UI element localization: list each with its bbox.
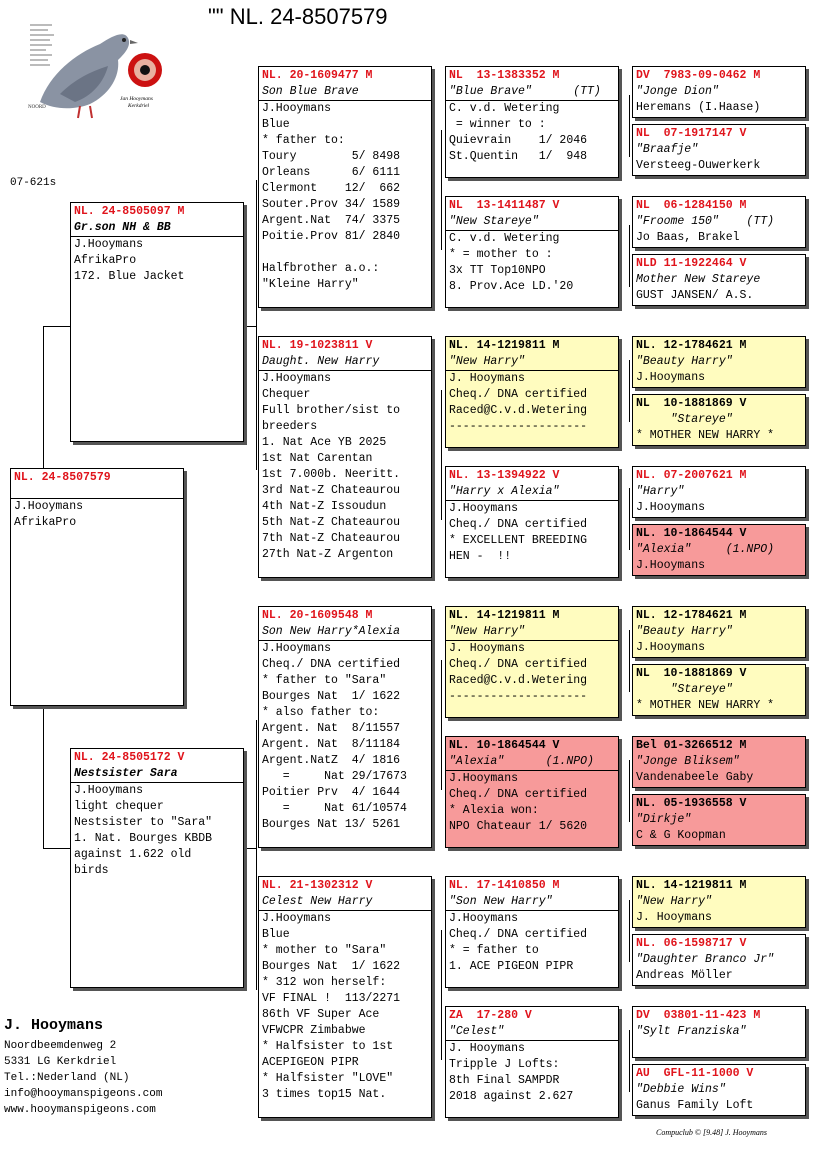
info-line: Quievrain 1/ 2046 bbox=[449, 134, 588, 147]
gen3-card[interactable] bbox=[445, 1006, 619, 1118]
owner-line: C & G Koopman bbox=[636, 829, 726, 842]
info-line: breeders bbox=[262, 420, 318, 433]
connector bbox=[629, 225, 630, 287]
connector bbox=[629, 360, 630, 422]
info-line: 86th VF Super Ace bbox=[262, 1008, 380, 1021]
info-line: Toury 5/ 8498 bbox=[262, 150, 401, 163]
gen3-card[interactable] bbox=[445, 66, 619, 178]
ring-number: NL. 20-1609477 M bbox=[262, 69, 373, 82]
connector bbox=[43, 706, 44, 848]
footer-credit: Compuclub © [9.48] J. Hooymans bbox=[656, 1128, 767, 1137]
ring-number: NL. 10-1864544 V bbox=[449, 739, 560, 752]
pigeon-logo-icon bbox=[20, 14, 170, 124]
info-line: Blue bbox=[262, 928, 290, 941]
info-line: J.Hooymans bbox=[449, 912, 519, 925]
info-line: 2018 against 2.627 bbox=[449, 1090, 574, 1103]
info-line: C. v.d. Wetering bbox=[449, 232, 560, 245]
gen4-card[interactable] bbox=[632, 66, 806, 118]
gen4-card[interactable] bbox=[632, 394, 806, 446]
pigeon-name: Son New Harry*Alexia bbox=[259, 624, 431, 641]
info-line: * Alexia won: bbox=[449, 804, 539, 817]
owner-line: Versteeg-Ouwerkerk bbox=[636, 159, 761, 172]
info-line: 5th Nat-Z Chateaurou bbox=[262, 516, 401, 529]
gen3-card[interactable] bbox=[445, 196, 619, 308]
pigeon-name: "Dirkje" bbox=[636, 813, 692, 826]
gen4-card[interactable] bbox=[632, 736, 806, 788]
ring-number: NL. 14-1219811 M bbox=[449, 339, 560, 352]
owner-line: Ganus Family Loft bbox=[636, 1099, 754, 1112]
gen4-card[interactable] bbox=[632, 606, 806, 658]
gen3-card[interactable] bbox=[445, 876, 619, 988]
owner-line: * MOTHER NEW HARRY * bbox=[636, 429, 775, 442]
info-line: J.Hooymans bbox=[449, 772, 519, 785]
connector bbox=[256, 180, 257, 470]
info-line: Argent.NatZ 4/ 1816 bbox=[262, 754, 401, 767]
info-line: -------------------- bbox=[449, 420, 588, 433]
info-line: Argent. Nat 8/11557 bbox=[262, 722, 401, 735]
info-line: St.Quentin 1/ 948 bbox=[449, 150, 588, 163]
info-line: J.Hooymans bbox=[262, 372, 332, 385]
owner-line: J. Hooymans bbox=[636, 911, 712, 924]
info-line: 1. ACE PIGEON PIPR bbox=[449, 960, 574, 973]
ring-number: NL 07-1917147 V bbox=[636, 127, 747, 140]
ring-number: NL 13-1411487 V bbox=[449, 199, 560, 212]
pigeon-name: Gr.son NH & BB bbox=[71, 220, 243, 237]
ring-number: NL 10-1881869 V bbox=[636, 397, 747, 410]
info-line: * mother to "Sara" bbox=[262, 944, 387, 957]
owner-line: J.Hooymans bbox=[636, 559, 706, 572]
info-line: * EXCELLENT BREEDING bbox=[449, 534, 588, 547]
info-line: J.Hooymans bbox=[262, 642, 332, 655]
info-line: "Kleine Harry" bbox=[262, 278, 359, 291]
ring-number: NL. 17-1410850 M bbox=[449, 879, 560, 892]
info-line: light chequer bbox=[74, 800, 164, 813]
info-line: * father to: bbox=[262, 134, 345, 147]
pigeon-name: "Harry" bbox=[636, 485, 685, 498]
info-line: Halfbrother a.o.: bbox=[262, 262, 380, 275]
connector bbox=[629, 630, 630, 692]
info-line: * also father to: bbox=[262, 706, 380, 719]
connector bbox=[629, 900, 630, 962]
breeder-city: 5331 LG Kerkdriel bbox=[4, 1056, 117, 1068]
breeder-email[interactable]: info@hooymanspigeons.com bbox=[4, 1088, 163, 1100]
owner-line: Vandenabeele Gaby bbox=[636, 771, 754, 784]
owner-line: Andreas Möller bbox=[636, 969, 733, 982]
info-line: J.Hooymans bbox=[262, 912, 332, 925]
owner-line: * MOTHER NEW HARRY * bbox=[636, 699, 775, 712]
info-line: J.Hooymans bbox=[262, 102, 332, 115]
connector bbox=[43, 326, 70, 327]
ring-number: NL. 10-1864544 V bbox=[636, 527, 747, 540]
info-line: 4th Nat-Z Issoudun bbox=[262, 500, 387, 513]
info-line: J. Hooymans bbox=[449, 642, 525, 655]
owner-line: J.Hooymans bbox=[636, 371, 706, 384]
ring-number: NL 10-1881869 V bbox=[636, 667, 747, 680]
gen3-card[interactable] bbox=[445, 466, 619, 578]
connector bbox=[629, 95, 630, 157]
ring-number: NL. 07-2007621 M bbox=[636, 469, 747, 482]
info-line: 3 times top15 Nat. bbox=[262, 1088, 387, 1101]
info-line: VF FINAL ! 113/2271 bbox=[262, 992, 401, 1005]
pigeon-name: "Alexia" (1.NPO) bbox=[446, 754, 618, 771]
pedigree-title: "" NL. 24-8507579 bbox=[208, 4, 388, 29]
ring-number: NL. 20-1609548 M bbox=[262, 609, 373, 622]
ring-number: NL. 12-1784621 M bbox=[636, 339, 747, 352]
gen4-card[interactable] bbox=[632, 336, 806, 388]
pigeon-name: "Braafje" bbox=[636, 143, 699, 156]
breeder-info bbox=[4, 1018, 162, 1118]
info-line: Bourges Nat 1/ 1622 bbox=[262, 960, 401, 973]
connector bbox=[441, 130, 442, 250]
info-line: 1. Nat Ace YB 2025 bbox=[262, 436, 387, 449]
mother-card[interactable] bbox=[70, 748, 244, 988]
owner-line bbox=[633, 1040, 805, 1056]
connector bbox=[441, 660, 442, 790]
pigeon-name: "Blue Brave" (TT) bbox=[446, 84, 618, 101]
pigeon-name: "Alexia" (1.NPO) bbox=[636, 543, 775, 556]
info-line: * = father to bbox=[449, 944, 539, 957]
info-line: VFWCPR Zimbabwe bbox=[262, 1024, 366, 1037]
ring-number: NL. 14-1219811 M bbox=[449, 609, 560, 622]
info-line: Orleans 6/ 6111 bbox=[262, 166, 401, 179]
ring-number: NL 06-1284150 M bbox=[636, 199, 747, 212]
info-line: J. Hooymans bbox=[449, 372, 525, 385]
info-line: J.Hooymans bbox=[74, 238, 144, 251]
info-line: 1. Nat. Bourges KBDB bbox=[74, 832, 213, 845]
breeder-name: J. Hooymans bbox=[4, 1017, 104, 1034]
ring-number: NLD 11-1922464 V bbox=[636, 257, 747, 270]
info-line: against 1.622 old bbox=[74, 848, 192, 861]
connector bbox=[629, 760, 630, 822]
pigeon-name: "Jonge Bliksem" bbox=[636, 755, 740, 768]
owner-line: J.Hooymans bbox=[636, 501, 706, 514]
gen4-card[interactable] bbox=[632, 466, 806, 518]
info-line: J.Hooymans bbox=[74, 784, 144, 797]
info-line: 1st 7.000b. Neeritt. bbox=[262, 468, 401, 481]
pedigree-code: 07-621s bbox=[10, 177, 57, 189]
info-line: J.Hooymans bbox=[449, 502, 519, 515]
pigeon-name: Mother New Stareye bbox=[636, 273, 761, 286]
info-line: Chequer bbox=[262, 388, 311, 401]
owner-line: Heremans (I.Haase) bbox=[636, 101, 761, 114]
info-line: AfrikaPro bbox=[14, 516, 77, 529]
connector bbox=[43, 848, 70, 849]
father-card[interactable] bbox=[70, 202, 244, 442]
ring-number: ZA 17-280 V bbox=[449, 1009, 532, 1022]
info-line: Poitie.Prov 81/ 2840 bbox=[262, 230, 401, 243]
info-line: C. v.d. Wetering bbox=[449, 102, 560, 115]
pigeon-name: "Sylt Franziska" bbox=[636, 1025, 747, 1038]
info-line: = winner to : bbox=[449, 118, 546, 131]
info-line: * = mother to : bbox=[449, 248, 553, 261]
pigeon-name: "Stareye" bbox=[636, 413, 733, 426]
gen4-card[interactable] bbox=[632, 876, 806, 928]
gen3-card[interactable] bbox=[445, 606, 619, 718]
pigeon-name: "New Harry" bbox=[446, 624, 618, 641]
info-line: birds bbox=[74, 864, 109, 877]
info-line: Cheq./ DNA certified bbox=[449, 928, 588, 941]
info-line: Tripple J Lofts: bbox=[449, 1058, 560, 1071]
breeder-website[interactable]: www.hooymanspigeons.com bbox=[4, 1104, 156, 1116]
granddam-paternal-card[interactable] bbox=[258, 336, 432, 578]
ring-number: NL. 24-8505172 V bbox=[74, 751, 185, 764]
ring-number: NL. 14-1219811 M bbox=[636, 879, 747, 892]
pigeon-name: Celest New Harry bbox=[259, 894, 431, 911]
gen4-card[interactable] bbox=[632, 664, 806, 716]
info-line: Bourges Nat 1/ 1622 bbox=[262, 690, 401, 703]
grandsire-maternal-card[interactable] bbox=[258, 606, 432, 848]
owner-line: J.Hooymans bbox=[636, 641, 706, 654]
pigeon-name: "New Harry" bbox=[636, 895, 712, 908]
logo-text-name: Jan Hooymans bbox=[120, 96, 153, 102]
gen4-card[interactable] bbox=[632, 1006, 806, 1058]
gen4-card[interactable] bbox=[632, 1064, 806, 1116]
info-line: = Nat 29/17673 bbox=[262, 770, 407, 783]
pigeon-name: "Son New Harry" bbox=[446, 894, 618, 911]
info-line bbox=[262, 245, 428, 261]
subject-card[interactable] bbox=[10, 468, 184, 706]
ring-number: DV 7983-09-0462 M bbox=[636, 69, 761, 82]
info-line: Full brother/sist to bbox=[262, 404, 401, 417]
info-line: Blue bbox=[262, 118, 290, 131]
info-line: = Nat 61/10574 bbox=[262, 802, 407, 815]
info-line: Poitier Prv 4/ 1644 bbox=[262, 786, 401, 799]
pigeon-name: "Daughter Branco Jr" bbox=[636, 953, 775, 966]
ring-number: NL. 06-1598717 V bbox=[636, 937, 747, 950]
breeder-tel: Tel.:Nederland (NL) bbox=[4, 1072, 130, 1084]
info-line: Bourges Nat 13/ 5261 bbox=[262, 818, 401, 831]
info-line: Cheq./ DNA certified bbox=[449, 388, 588, 401]
pigeon-name: "Beauty Harry" bbox=[636, 625, 733, 638]
info-line: J. Hooymans bbox=[449, 1042, 525, 1055]
connector bbox=[244, 326, 256, 327]
pigeon-name: "Froome 150" (TT) bbox=[636, 215, 775, 228]
info-line: 27th Nat-Z Argenton bbox=[262, 548, 394, 561]
ring-number: NL. 13-1394922 V bbox=[449, 469, 560, 482]
pigeon-name: Daught. New Harry bbox=[259, 354, 431, 371]
owner-line: Jo Baas, Brakel bbox=[636, 231, 740, 244]
ring-number: DV 03801-11-423 M bbox=[636, 1009, 761, 1022]
gen4-card[interactable] bbox=[632, 794, 806, 846]
pigeon-name: "New Harry" bbox=[446, 354, 618, 371]
info-line: NPO Chateaur 1/ 5620 bbox=[449, 820, 588, 833]
info-line: Cheq./ DNA certified bbox=[449, 788, 588, 801]
gen4-card[interactable] bbox=[632, 124, 806, 176]
connector bbox=[244, 848, 256, 849]
owner-line: J.Hooymans bbox=[14, 500, 84, 513]
pigeon-name: Nestsister Sara bbox=[71, 766, 243, 783]
info-line: Souter.Prov 34/ 1589 bbox=[262, 198, 401, 211]
grandsire-paternal-card[interactable] bbox=[258, 66, 432, 308]
connector bbox=[256, 720, 257, 990]
info-line: HEN - !! bbox=[449, 550, 512, 563]
info-line: Cheq./ DNA certified bbox=[449, 518, 588, 531]
info-line: 7th Nat-Z Chateaurou bbox=[262, 532, 401, 545]
info-line: Cheq./ DNA certified bbox=[449, 658, 588, 671]
info-line: * Halfsister "LOVE" bbox=[262, 1072, 394, 1085]
info-line: Clermont 12/ 662 bbox=[262, 182, 401, 195]
gen4-card[interactable] bbox=[632, 934, 806, 986]
info-line: -------------------- bbox=[449, 690, 588, 703]
gen4-card[interactable] bbox=[632, 254, 806, 306]
ring-number: NL. 05-1936558 V bbox=[636, 797, 747, 810]
info-line: Raced@C.v.d.Wetering bbox=[449, 674, 588, 687]
info-line: 3rd Nat-Z Chateaurou bbox=[262, 484, 401, 497]
info-line: 8th Final SAMPDR bbox=[449, 1074, 560, 1087]
info-line: ACEPIGEON PIPR bbox=[262, 1056, 359, 1069]
info-line: Cheq./ DNA certified bbox=[262, 658, 401, 671]
svg-text:NOORD: NOORD bbox=[28, 105, 46, 110]
ring-number: NL. 12-1784621 M bbox=[636, 609, 747, 622]
connector bbox=[43, 326, 44, 468]
gen4-card[interactable] bbox=[632, 196, 806, 248]
owner-line: GUST JANSEN/ A.S. bbox=[636, 289, 754, 302]
gen3-card[interactable] bbox=[445, 736, 619, 848]
ring-number: NL. 19-1023811 V bbox=[262, 339, 373, 352]
pigeon-name: "Jonge Dion" bbox=[636, 85, 719, 98]
connector bbox=[629, 488, 630, 550]
pigeon-name: "Harry x Alexia" bbox=[446, 484, 618, 501]
ring-number: NL 13-1383352 M bbox=[449, 69, 560, 82]
info-line: * father to "Sara" bbox=[262, 674, 387, 687]
info-line: * Halfsister to 1st bbox=[262, 1040, 394, 1053]
pigeon-name: "Stareye" bbox=[636, 683, 733, 696]
info-line: 172. Blue Jacket bbox=[74, 270, 185, 283]
pigeon-name: "Beauty Harry" bbox=[636, 355, 733, 368]
ring-number: Bel 01-3266512 M bbox=[636, 739, 747, 752]
ring-number: NL. 24-8505097 M bbox=[74, 205, 185, 218]
connector bbox=[441, 390, 442, 520]
gen4-card[interactable] bbox=[632, 524, 806, 576]
ring-number: AU GFL-11-1000 V bbox=[636, 1067, 754, 1080]
logo-text-place: Kerkdriel bbox=[128, 103, 150, 109]
info-line: 1st Nat Carentan bbox=[262, 452, 373, 465]
info-line: AfrikaPro bbox=[74, 254, 137, 267]
connector bbox=[629, 1030, 630, 1092]
ring-number: NL. 21-1302312 V bbox=[262, 879, 373, 892]
ring-number: NL. 24-8507579 bbox=[11, 469, 183, 499]
info-line: Raced@C.v.d.Wetering bbox=[449, 404, 588, 417]
info-line: 3x TT Top10NPO bbox=[449, 264, 546, 277]
breeder-address: Noordbeemdenweg 2 bbox=[4, 1040, 117, 1052]
info-line: Nestsister to "Sara" bbox=[74, 816, 213, 829]
pigeon-name: "Celest" bbox=[446, 1024, 618, 1041]
granddam-maternal-card[interactable] bbox=[258, 876, 432, 1118]
pigeon-name: "New Stareye" bbox=[446, 214, 618, 231]
pigeon-name: "Debbie Wins" bbox=[636, 1083, 726, 1096]
pigeon-name: Son Blue Brave bbox=[259, 84, 431, 101]
info-line: Argent. Nat 8/11184 bbox=[262, 738, 401, 751]
info-line: * 312 won herself: bbox=[262, 976, 387, 989]
info-line: 8. Prov.Ace LD.'20 bbox=[449, 280, 574, 293]
connector bbox=[441, 930, 442, 1060]
gen3-card[interactable] bbox=[445, 336, 619, 448]
info-line: Argent.Nat 74/ 3375 bbox=[262, 214, 401, 227]
